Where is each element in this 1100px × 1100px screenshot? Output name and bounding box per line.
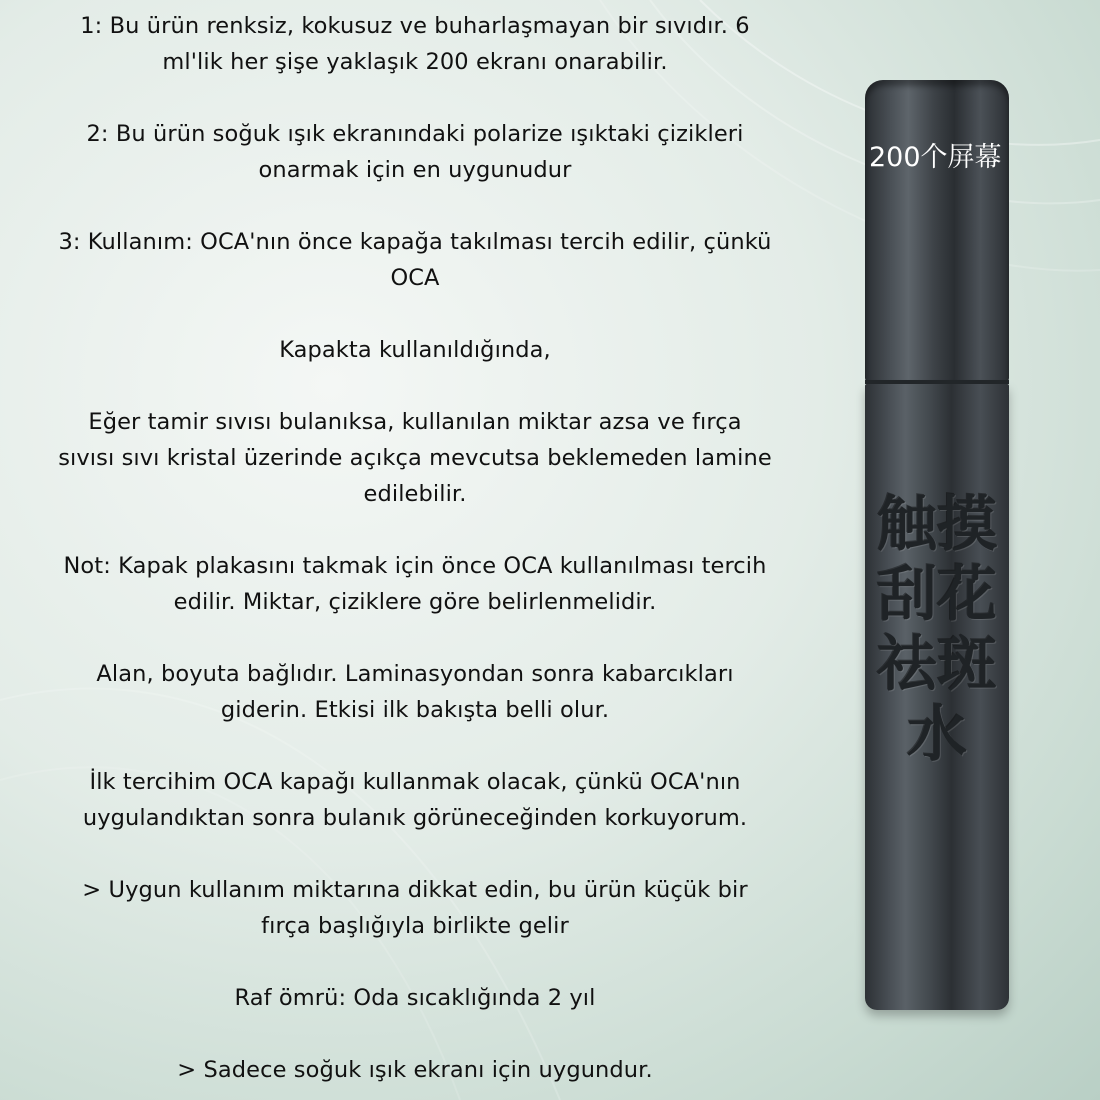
paragraph-3: 3: Kullanım: OCA'nın önce kapağa takılması tercih edilir, çünkü OCA	[58, 229, 772, 291]
paragraph-1: 1: Bu ürün renksiz, kokusuz ve buharlaşmayan bir sıvıdır. 6 ml'lik her şişe yaklaşık 200 ekranı onarabilir.	[80, 13, 750, 75]
paragraph-4: Kapakta kullanıldığında,	[279, 337, 551, 363]
paragraph-5: Eğer tamir sıvısı bulanıksa, kullanılan miktar azsa ve fırça sıvısı sıvı kristal üzerinde açıkça mevcutsa beklemeden lamine edilebilir.	[58, 409, 772, 507]
bottle-cap-label: 200个屏幕	[869, 142, 1002, 173]
paragraph-11: > Sadece soğuk ışık ekranı için uygundur.	[177, 1057, 653, 1083]
bottle-cap	[865, 80, 1009, 382]
paragraph-8: İlk tercihim OCA kapağı kullanmak olacak, çünkü OCA'nın uygulandıktan sonra bulanık görüneceğinden korkuyorum.	[82, 769, 748, 831]
paragraph-10: Raf ömrü: Oda sıcaklığında 2 yıl	[234, 985, 596, 1011]
product-bottle-image	[865, 80, 1009, 1010]
paragraph-9: > Uygun kullanım miktarına dikkat edin, bu ürün küçük bir fırça başlığıyla birlikte gelir	[82, 877, 748, 939]
paragraph-7: Alan, boyuta bağlıdır. Laminasyondan sonra kabarcıkları giderin. Etkisi ilk bakışta belli olur.	[96, 661, 734, 723]
paragraph-6: Not: Kapak plakasını takmak için önce OCA kullanılması tercih edilir. Miktar, çiziklere göre belirlenmelidir.	[63, 553, 767, 615]
bottle-body-text: 触摸刮花祛斑水	[877, 490, 997, 770]
description-text	[10, 8, 820, 1088]
paragraph-2: 2: Bu ürün soğuk ışık ekranındaki polarize ışıktaki çizikleri onarmak için en uygunudur	[86, 121, 744, 183]
